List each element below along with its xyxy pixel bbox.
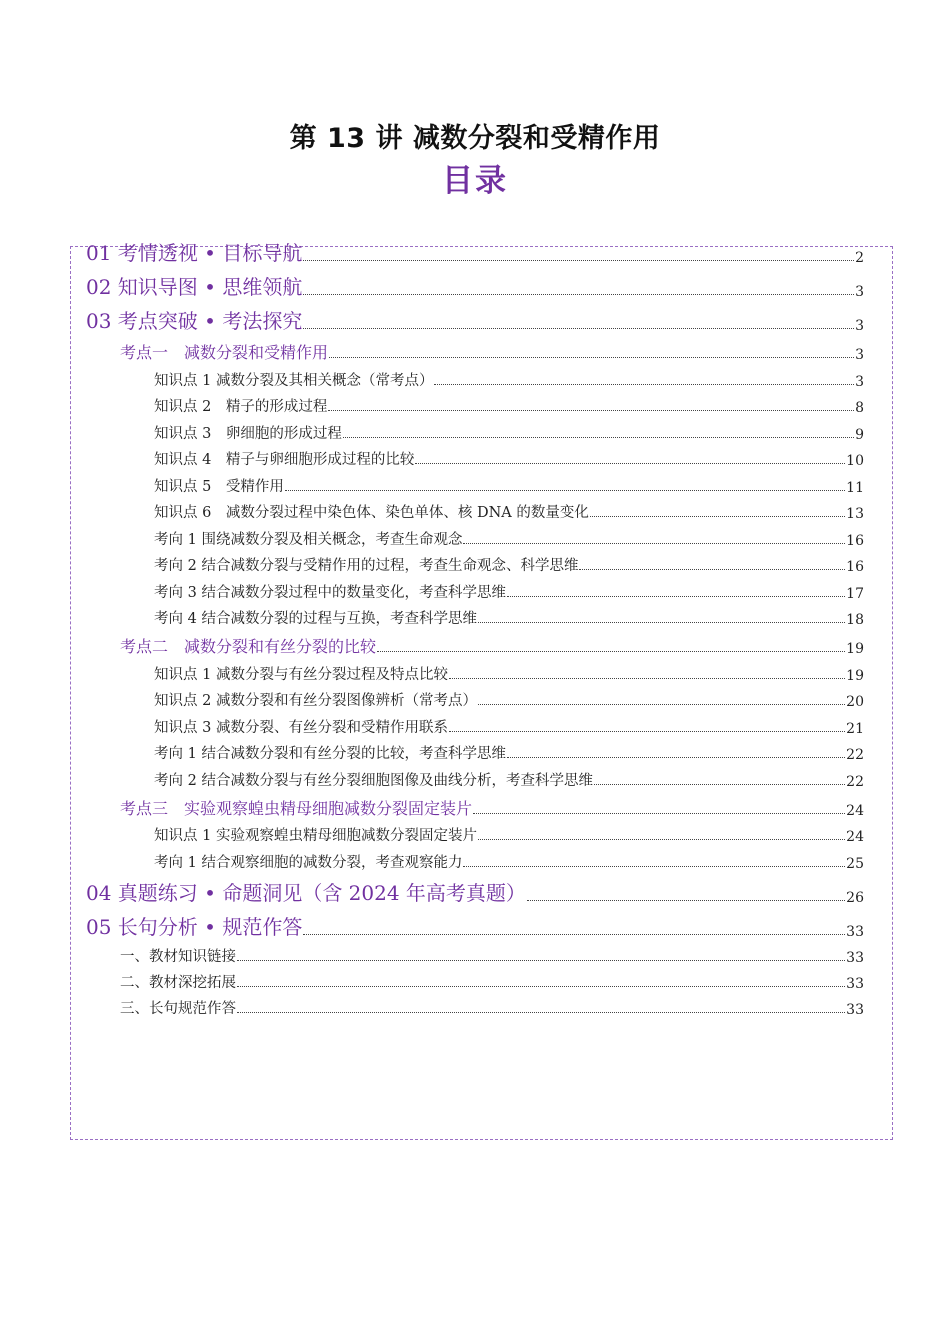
toc-entry-text: 考向 1 结合观察细胞的减数分裂，考查观察能力 — [154, 854, 463, 871]
dot-leader — [449, 730, 845, 732]
toc-entry-text: 考向 2 结合减数分裂与有丝分裂细胞图像及曲线分析，考查科学思维 — [154, 772, 593, 789]
toc-entry[interactable] — [86, 496, 864, 523]
dot-leader — [463, 865, 845, 867]
toc-entry-text: 04 真题练习 • 命题洞见（含 2024 年高考真题） — [86, 880, 526, 905]
toc-page-number: 17 — [846, 585, 864, 602]
toc-entry[interactable] — [86, 549, 864, 576]
toc-page-number: 9 — [855, 426, 864, 443]
toc-entry-text: 知识点 3 卵细胞的形成过程 — [154, 425, 342, 442]
toc-entry-text: 考向 4 结合减数分裂的过程与互换，考查科学思维 — [154, 611, 477, 627]
toc-entry-text: 知识点 2 精子的形成过程 — [154, 399, 328, 415]
toc-page-number: 22 — [846, 773, 864, 790]
table-of-contents — [86, 232, 864, 1018]
toc-entry[interactable] — [86, 300, 864, 334]
toc-entry[interactable] — [86, 575, 864, 602]
dot-leader — [303, 327, 854, 329]
toc-entry[interactable] — [86, 940, 864, 966]
toc-entry[interactable] — [86, 906, 864, 940]
toc-page-number: 2 — [855, 250, 864, 266]
toc-entry-text: 考向 2 结合减数分裂与受精作用的过程，考查生命观念、科学思维 — [154, 558, 579, 574]
toc-page-number: 20 — [846, 694, 864, 710]
dot-leader — [478, 703, 845, 705]
toc-entry-text: 02 知识导图 • 思维领航 — [86, 275, 303, 299]
dot-leader — [507, 595, 845, 597]
dot-leader — [328, 409, 854, 411]
toc-entry-text: 知识点 6 减数分裂过程中染色体、染色单体、核 DNA 的数量变化 — [154, 505, 589, 521]
toc-entry[interactable] — [86, 416, 864, 443]
toc-page-number: 10 — [846, 453, 864, 469]
toc-entry[interactable] — [86, 763, 864, 790]
toc-entry-text: 知识点 1 减数分裂及其相关概念（常考点） — [154, 372, 434, 389]
toc-entry[interactable] — [86, 602, 864, 629]
dot-leader — [285, 489, 845, 491]
dot-leader — [237, 985, 845, 987]
toc-page-number: 24 — [846, 829, 864, 845]
toc-entry-text: 考点二 减数分裂和有丝分裂的比较 — [120, 637, 377, 656]
document-title: 第 13 讲 减数分裂和受精作用 — [289, 123, 661, 154]
toc-entry[interactable] — [86, 232, 864, 266]
toc-page-number: 33 — [846, 949, 864, 966]
dot-leader — [343, 436, 854, 438]
toc-page-number: 33 — [846, 1001, 864, 1018]
dot-leader — [449, 677, 845, 679]
toc-entry[interactable] — [86, 657, 864, 684]
toc-page-number: 3 — [855, 373, 864, 390]
toc-entry[interactable] — [86, 992, 864, 1018]
toc-entry[interactable] — [86, 845, 864, 872]
dot-leader — [507, 756, 845, 758]
toc-entry-text: 知识点 5 受精作用 — [154, 478, 284, 495]
toc-entry[interactable] — [86, 334, 864, 363]
dot-leader — [415, 462, 845, 464]
dot-leader — [303, 933, 845, 935]
toc-entry-text: 考向 1 围绕减数分裂及相关概念，考查生命观念 — [154, 531, 463, 548]
toc-page-number: 19 — [846, 667, 864, 684]
toc-page-number: 8 — [855, 400, 864, 416]
toc-entry-text: 二、教材深挖拓展 — [120, 974, 236, 991]
toc-entry[interactable] — [86, 684, 864, 711]
toc-entry[interactable] — [86, 819, 864, 846]
dot-leader — [329, 356, 854, 358]
dot-leader — [463, 542, 845, 544]
toc-entry-text: 知识点 2 减数分裂和有丝分裂图像辨析（常考点） — [154, 693, 477, 709]
toc-entry-text: 考点一 减数分裂和受精作用 — [120, 343, 329, 362]
dot-leader — [590, 515, 845, 517]
dot-leader — [527, 899, 845, 901]
toc-entry-text: 知识点 1 减数分裂与有丝分裂过程及特点比较 — [154, 666, 448, 683]
dot-leader — [377, 650, 845, 652]
toc-entry-text: 知识点 3 减数分裂、有丝分裂和受精作用联系 — [154, 719, 448, 736]
toc-page-number: 3 — [855, 318, 864, 334]
toc-entry[interactable] — [86, 737, 864, 764]
dot-leader — [434, 383, 854, 385]
toc-page-number: 3 — [855, 347, 864, 363]
toc-entry[interactable] — [86, 443, 864, 470]
toc-page-number: 3 — [855, 284, 864, 300]
toc-entry-text: 考点三 实验观察蝗虫精母细胞减数分裂固定装片 — [120, 798, 473, 818]
dot-leader — [579, 568, 845, 570]
toc-entry-text: 三、长句规范作答 — [120, 1000, 236, 1017]
toc-entry[interactable] — [86, 390, 864, 417]
dot-leader — [478, 838, 845, 840]
toc-entry-text: 05 长句分析 • 规范作答 — [86, 914, 303, 939]
dot-leader — [473, 812, 845, 814]
toc-entry[interactable] — [86, 522, 864, 549]
toc-entry[interactable] — [86, 363, 864, 390]
toc-page-number: 13 — [846, 506, 864, 522]
dot-leader — [478, 621, 845, 623]
toc-page-number: 24 — [846, 802, 864, 819]
toc-page-number: 21 — [846, 720, 864, 737]
toc-entry[interactable] — [86, 790, 864, 819]
toc-entry-text: 01 考情透视 • 目标导航 — [86, 241, 303, 265]
toc-entry[interactable] — [86, 266, 864, 300]
toc-page-number: 26 — [846, 889, 864, 906]
toc-entry[interactable] — [86, 966, 864, 992]
toc-entry-text: 一、教材知识链接 — [120, 948, 236, 965]
toc-page-number: 33 — [846, 923, 864, 940]
toc-entry-text: 考向 3 结合减数分裂过程中的数量变化，考查科学思维 — [154, 584, 506, 601]
toc-entry-text: 03 考点突破 • 考法探究 — [86, 309, 303, 333]
toc-heading: 目录 — [442, 163, 508, 199]
dot-leader — [303, 293, 854, 295]
toc-page-number: 19 — [846, 641, 864, 657]
dot-leader — [594, 783, 845, 785]
toc-entry-text: 知识点 1 实验观察蝗虫精母细胞减数分裂固定装片 — [154, 828, 477, 844]
toc-entry-text: 知识点 4 精子与卵细胞形成过程的比较 — [154, 452, 415, 468]
toc-page-number: 33 — [846, 975, 864, 992]
toc-entry[interactable] — [86, 469, 864, 496]
dot-leader — [303, 259, 854, 261]
toc-page-number: 22 — [846, 747, 864, 763]
toc-entry[interactable] — [86, 872, 864, 906]
dot-leader — [237, 1011, 845, 1013]
toc-page-number: 18 — [846, 612, 864, 628]
dot-leader — [237, 959, 845, 961]
toc-entry[interactable] — [86, 628, 864, 657]
toc-entry-text: 考向 1 结合减数分裂和有丝分裂的比较，考查科学思维 — [154, 746, 506, 762]
toc-page-number: 16 — [846, 559, 864, 575]
toc-page-number: 11 — [846, 479, 864, 496]
toc-page-number: 16 — [846, 532, 864, 549]
toc-page-number: 25 — [846, 855, 864, 872]
toc-entry[interactable] — [86, 710, 864, 737]
